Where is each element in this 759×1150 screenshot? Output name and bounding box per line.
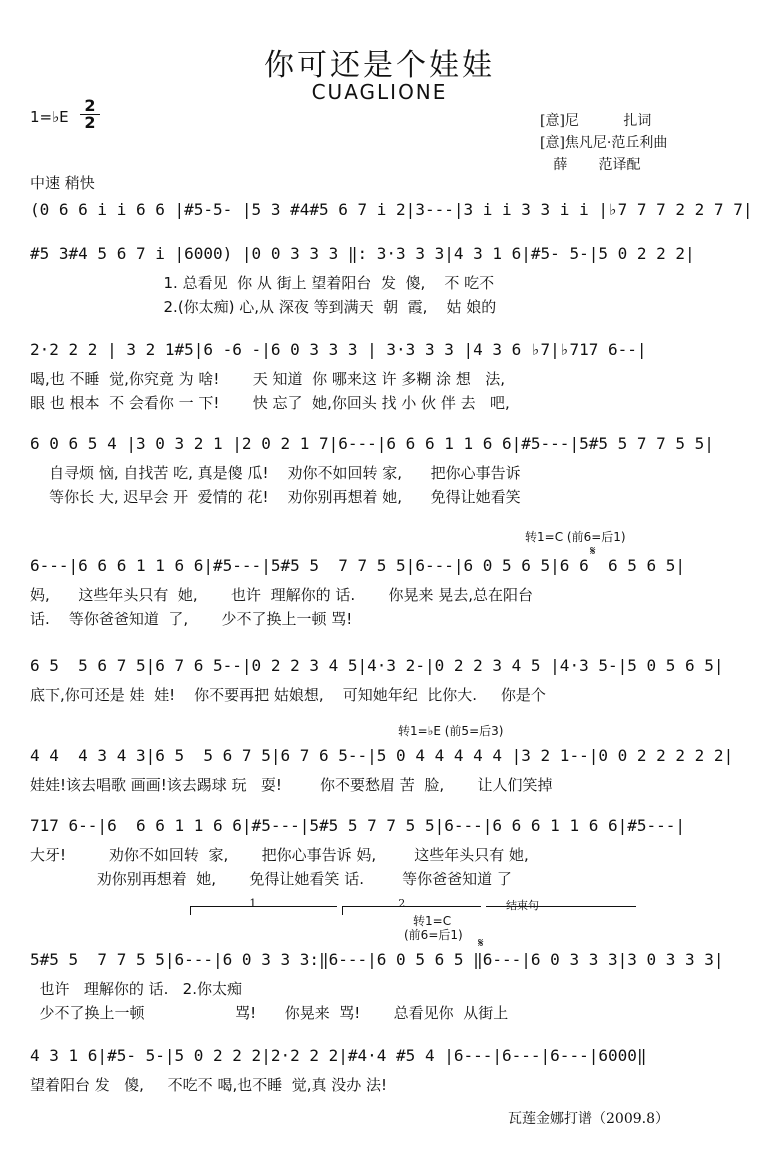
- song-title: 你可还是个娃娃: [264, 48, 495, 83]
- lyric-line-1: 妈, 这些年头只有 她, 也许 理解你的 话. 你晃来 晃去,总在阳台: [30, 586, 534, 604]
- lyric-line-1: 1. 总看见 你 从 街上 望着阳台 发 傻, 不 吃不: [30, 274, 495, 292]
- notes-line: #5 3#4 5 6 7 i |6000) |0 0 3 3 3 ‖: 3·3 3 3|4 3 1 6|#5- 5-|5 0 2 2 2|: [30, 244, 695, 263]
- notes-line: (0 6 6 i i 6 6 |#5-5- |5 3 #4#5 6 7 i 2|3---|3 i i 3 3 i i |♭7 7 7 2 2 7 7|: [30, 200, 753, 219]
- lyric-line-2: 话. 等你爸爸知道 了, 少不了换上一顿 骂!: [30, 610, 353, 628]
- lyric-line-1: 喝,也 不睡 觉,你究竟 为 啥! 天 知道 你 哪来这 许 多糊 涂 想 法,: [30, 370, 505, 388]
- lyric-line-1: 大牙! 劝你不如回转 家, 把你心事告诉 妈, 这些年头只有 她,: [30, 846, 529, 864]
- modulation-3b: (前6=后1): [404, 928, 463, 942]
- notes-line: 6---|6 6 6 1 1 6 6|#5---|5#5 5 7 7 5 5|6---|6 0 5 6 5|6 6 6 5 6 5|: [30, 556, 686, 575]
- modulation-2: 转1=♭E (前5=后3): [398, 724, 504, 738]
- segno-2: 𝄋: [478, 936, 484, 951]
- volta-2: [342, 897, 481, 915]
- lyric-line-2: 少不了换上一顿 骂! 你晃来 骂! 总看见你 从街上: [30, 1004, 509, 1022]
- song-subtitle: CUAGLIONE: [311, 80, 448, 104]
- notes-line: 717 6--|6 6 6 1 1 6 6|#5---|5#5 5 7 7 5 5|6---|6 6 6 1 1 6 6|#5---|: [30, 816, 686, 835]
- time-sig-top: 2: [80, 98, 100, 115]
- lyric-line-1: 望着阳台 发 傻, 不吃不 喝,也不睡 觉,真 没办 法!: [30, 1076, 388, 1094]
- ending-bracket: [486, 899, 636, 915]
- modulation-1: 转1=C (前6=后1): [525, 530, 626, 544]
- credit-translator: 薛 范译配: [540, 157, 641, 173]
- lyric-line-1: 自寻烦 恼, 自找苦 吃, 真是傻 瓜! 劝你不如回转 家, 把你心事告诉: [30, 464, 521, 482]
- credit-composer: [意]焦凡尼·范丘利曲: [540, 135, 668, 151]
- notes-line: 6 5 5 6 7 5|6 7 6 5--|0 2 2 3 4 5|4·3 2-|0 2 2 3 4 5 |4·3 5-|5 0 5 6 5|: [30, 656, 724, 675]
- lyric-line-2: 劝你别再想着 她, 免得让她看笑 话. 等你爸爸知道 了: [30, 870, 512, 888]
- segno-1: 𝄋: [590, 544, 596, 559]
- lyric-line-2: 等你长 大, 迟早会 开 爱情的 花! 劝你别再想着 她, 免得让她看笑: [30, 488, 521, 506]
- notes-line: 6 0 6 5 4 |3 0 3 2 1 |2 0 2 1 7|6---|6 6 6 1 1 6 6|#5---|5#5 5 7 7 5 5|: [30, 434, 714, 453]
- volta-1-label: 1: [249, 897, 257, 910]
- lyric-line-1: 底下,你可还是 娃 娃! 你不要再把 姑娘想, 可知她年纪 比你大. 你是个: [30, 686, 546, 704]
- notes-line: 4 3 1 6|#5- 5-|5 0 2 2 2|2·2 2 2|#4·4 #5 4 |6---|6---|6---|6000‖: [30, 1046, 647, 1065]
- lyric-line-2: 2.(你太痴) 心,从 深夜 等到满天 朝 霞, 姑 娘的: [30, 298, 497, 316]
- modulation-3a: 转1=C: [413, 914, 452, 928]
- time-sig-bottom: 2: [84, 113, 96, 132]
- lyric-line-1: 也许 理解你的 话. 2.你太痴: [30, 980, 242, 998]
- notes-line: 4 4 4 3 4 3|6 5 5 6 7 5|6 7 6 5--|5 0 4 4 4 4 4 |3 2 1--|0 0 2 2 2 2 2|: [30, 746, 734, 765]
- footer-credit: 瓦莲金娜打谱（2009.8）: [508, 1111, 669, 1127]
- notes-line: 5#5 5 7 7 5 5|6---|6 0 3 3 3:‖6---|6 0 5 6 5 ‖6---|6 0 3 3 3|3 0 3 3 3|: [30, 950, 724, 969]
- volta-2-label: 2: [398, 897, 406, 910]
- credit-lyrics: [意]尼 扎词: [540, 113, 652, 129]
- lyric-line-2: 眼 也 根本 不 会看你 一 下! 快 忘了 她,你回头 找 小 伙 伴 去 吧,: [30, 394, 510, 412]
- volta-1: [190, 897, 337, 915]
- ending-label: 结束句: [506, 899, 539, 912]
- time-signature: [80, 98, 100, 131]
- notes-line: 2·2 2 2 | 3 2 1#5|6 -6 -|6 0 3 3 3 | 3·3 3 3 |4 3 6 ♭7|♭717 6--|: [30, 340, 647, 359]
- lyric-line-1: 娃娃!该去唱歌 画画!该去踢球 玩 耍! 你不要愁眉 苦 脸, 让人们笑掉: [30, 776, 553, 794]
- tempo-marking: 中速 稍快: [30, 174, 95, 192]
- key-signature: 1=♭E: [30, 108, 69, 126]
